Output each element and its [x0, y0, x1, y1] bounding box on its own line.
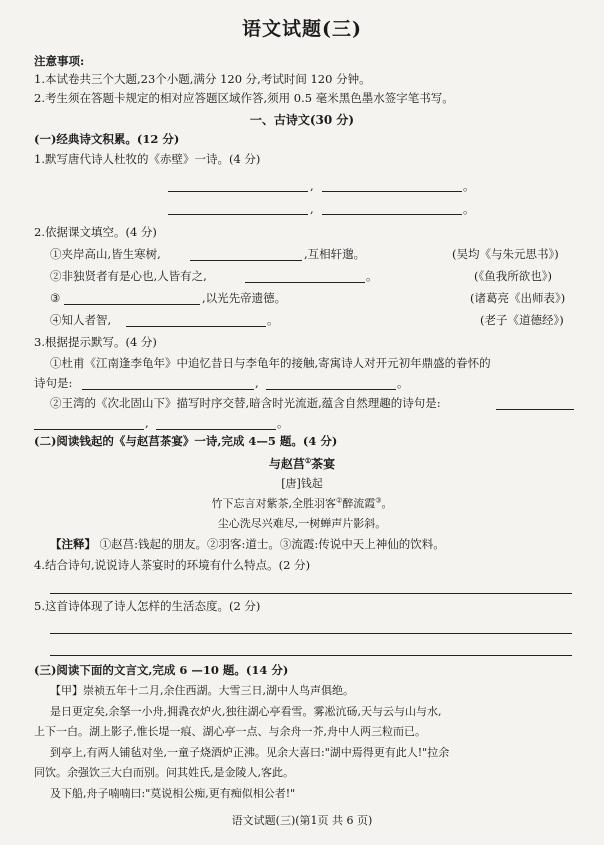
- q2-blank-2[interactable]: [245, 282, 365, 283]
- q3-period-2: 。: [277, 416, 289, 430]
- q2-blank-1[interactable]: [190, 260, 302, 261]
- q1-blank-2[interactable]: [322, 191, 462, 192]
- question-5: 5.这首诗体现了诗人怎样的生活态度。(2 分): [34, 599, 261, 613]
- poem-line-1: 竹下忘言对紫茶,全胜羽客②醉流霞③。: [211, 496, 393, 510]
- passage-para-2a: 是日更定矣,余拏一小舟,拥毳衣炉火,独往湖心亭看雪。雾凇沆砀,天与云与山与水,: [50, 705, 442, 718]
- page-footer: 语文试题(三)(第1页 共 6 页): [231, 814, 373, 827]
- q2-blank-3[interactable]: [64, 304, 200, 305]
- q2-line-1-pre: ①夹岸高山,皆生寒树,: [50, 247, 161, 261]
- q1-blank-3[interactable]: [168, 214, 308, 215]
- question-1: 1.默写唐代诗人杜牧的《赤壁》一诗。(4 分): [34, 152, 261, 166]
- section-1-title: 一、古诗文(30 分): [249, 113, 355, 127]
- part-1-heading: (一)经典诗文积累。(12 分): [34, 132, 180, 146]
- passage-para-3b: 同饮。余强饮三大白而别。问其姓氏,是金陵人,客此。: [34, 766, 294, 779]
- q3-blank-4[interactable]: [34, 429, 144, 430]
- notice-item-1: 1.本试卷共三个大题,23个小题,满分 120 分,考试时间 120 分钟。: [34, 72, 371, 86]
- q5-answer-line-2[interactable]: [50, 655, 572, 656]
- poem-title: 与赵莒①茶宴: [268, 456, 336, 471]
- q1-comma-1: ,: [310, 179, 314, 193]
- q1-blank-1[interactable]: [168, 191, 308, 192]
- q1-comma-2: ,: [310, 202, 314, 216]
- q2-line-2-source: (《鱼我所欲也》): [474, 269, 552, 283]
- part-2-heading: (二)阅读钱起的《与赵莒茶宴》一诗,完成 4—5 题。(4 分): [34, 434, 338, 448]
- page-title: 语文试题(三): [242, 18, 362, 40]
- q1-period-1: 。: [463, 179, 475, 193]
- question-2: 2.依据课文填空。(4 分): [34, 225, 157, 239]
- q5-answer-line-1[interactable]: [50, 633, 572, 634]
- q3-comma-2: ,: [145, 416, 149, 430]
- q3-blank-3[interactable]: [496, 409, 574, 410]
- notice-item-2: 2.考生须在答题卡规定的相对应答题区域作答,须用 0.5 毫米黑色墨水签字笔书写。: [34, 91, 454, 105]
- q3-line-1b: 诗句是:: [34, 376, 73, 390]
- q3-line-1a: ①杜甫《江南逢李龟年》中追忆昔日与李龟年的接触,寄寓诗人对开元初年鼎盛的眷怀的: [50, 356, 491, 370]
- q2-line-1-source: (吴均《与朱元思书》): [452, 247, 559, 261]
- q2-line-4-source: (老子《道德经》): [480, 313, 564, 327]
- q3-comma-1: ,: [255, 376, 259, 390]
- q1-period-2: 。: [463, 202, 475, 216]
- q3-period-1: 。: [397, 376, 409, 390]
- q2-line-4-post: 。: [267, 313, 279, 327]
- q2-blank-4[interactable]: [126, 326, 266, 327]
- part-3-heading: (三)阅读下面的文言文,完成 6 —10 题。(14 分): [34, 663, 289, 677]
- q3-blank-5[interactable]: [156, 429, 276, 430]
- q3-blank-2[interactable]: [266, 389, 396, 390]
- q2-line-3-source: (诸葛亮《出师表》): [470, 291, 566, 305]
- q2-line-1-post: ,互相轩邈。: [304, 247, 366, 261]
- q2-line-4-pre: ④知人者智,: [50, 313, 112, 327]
- question-4: 4.结合诗句,说说诗人茶宴时的环境有什么特点。(2 分): [34, 558, 311, 572]
- passage-para-3a: 到亭上,有两人铺毡对坐,一童子烧酒炉正沸。见余大喜曰:"湖中焉得更有此人!"拉余: [50, 746, 450, 759]
- passage-para-4: 及下船,舟子喃喃曰:"莫说相公痴,更有痴似相公者!": [50, 787, 296, 800]
- poem-line-2: 尘心洗尽兴难尽,一树蝉声片影斜。: [217, 517, 387, 530]
- passage-para-2b: 上下一白。湖上影子,惟长堤一痕、湖心亭一点、与余舟一芥,舟中人两三粒而已。: [34, 725, 426, 738]
- q2-line-3-pre: ③: [50, 291, 61, 305]
- passage-para-1: 【甲】崇祯五年十二月,余住西湖。大雪三日,湖中人鸟声俱绝。: [50, 684, 354, 697]
- poem-notes: 【注释】 ①赵莒:钱起的朋友。②羽客:道士。③流霞:传说中天上神仙的饮料。: [50, 537, 445, 551]
- poem-author: [唐]钱起: [281, 477, 323, 490]
- q1-blank-4[interactable]: [322, 214, 462, 215]
- notice-heading: 注意事项:: [34, 54, 85, 68]
- q3-line-2a: ②王湾的《次北固山下》描写时序交替,暗含时光流逝,蕴含自然理趣的诗句是:: [50, 396, 441, 410]
- q3-blank-1[interactable]: [82, 389, 254, 390]
- q4-answer-line[interactable]: [50, 593, 572, 594]
- question-3: 3.根据提示默写。(4 分): [34, 335, 157, 349]
- q2-line-2-pre: ②非独贤者有是心也,人皆有之,: [50, 269, 207, 283]
- q2-line-3-post: ,以光先帝遗德。: [202, 291, 287, 305]
- q2-line-2-post: 。: [366, 269, 378, 283]
